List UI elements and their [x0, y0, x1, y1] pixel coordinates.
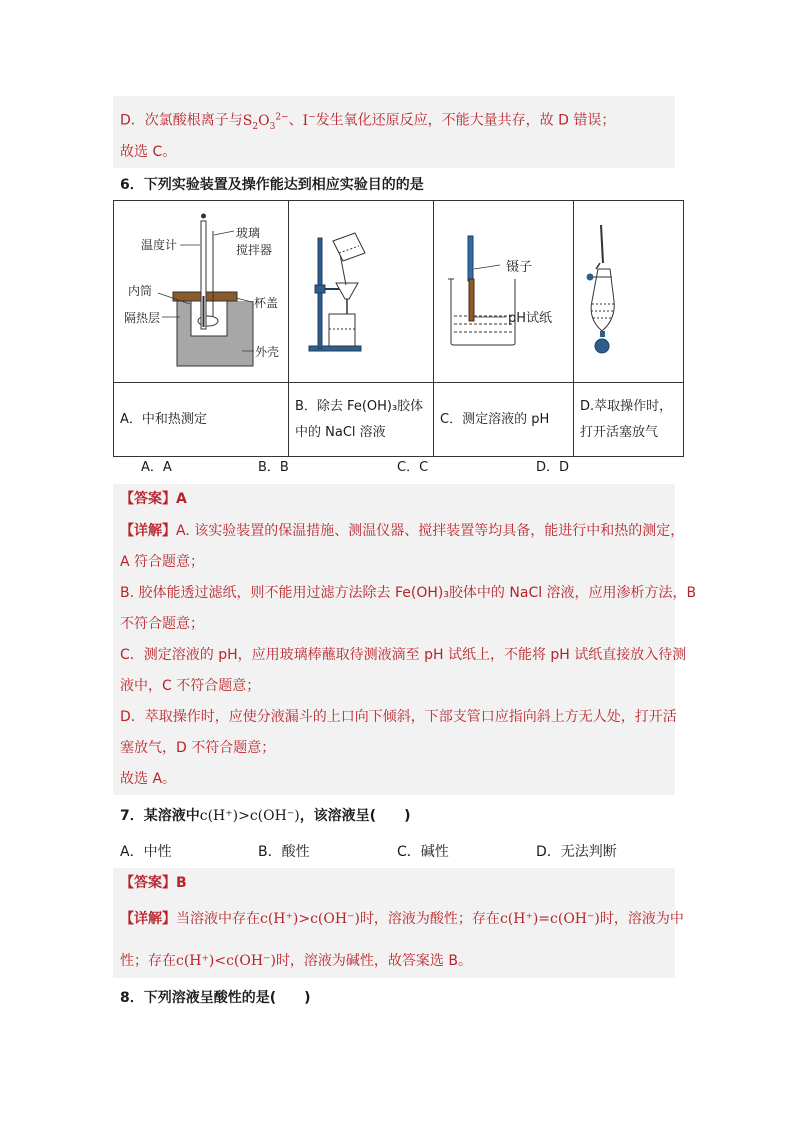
calorimeter-figure	[114, 201, 289, 378]
q6-explanation-3: B. 胶体能透过滤纸，则不能用过滤方法除去 Fe(OH)₃胶体中的 NaCl 溶液，应用渗析方法，B	[120, 585, 697, 601]
insulation-label: 隔热层	[124, 311, 161, 325]
caption-a: A．中和热测定	[114, 383, 289, 457]
caption-b: B．除去 Fe(OH)₃胶体 中的 NaCl 溶液	[289, 383, 434, 457]
iodide-ion: I−	[302, 112, 316, 129]
q7-option-c: C．碱性	[397, 844, 449, 860]
q6-option-b: B．B	[258, 460, 289, 475]
shell-label: 外壳	[255, 345, 280, 359]
caption-d: D.萃取操作时， 打开活塞放气	[574, 383, 684, 457]
prev-conclusion: 故选 C。	[120, 144, 177, 160]
lid-label: 杯盖	[254, 296, 279, 310]
q7-answer: 【答案】B	[120, 875, 187, 891]
q7-title: 7．某溶液中c(H⁺)>c(OH⁻)，该溶液呈( )	[120, 808, 411, 824]
q8-title: 8．下列溶液呈酸性的是( )	[120, 990, 311, 1006]
q6-option-d: D．D	[536, 460, 570, 475]
q7-option-b: B．酸性	[258, 844, 310, 860]
q6-explanation-6: 液中，C 不符合题意；	[120, 678, 261, 694]
figure-a-cell	[114, 201, 289, 383]
prev-option-d-explanation: D．次氯酸根离子与$S_2O_3^{2-}$、I−发生氧化还原反应，不能大量共存，故 D 错误；	[120, 112, 616, 132]
filtration-figure	[289, 201, 434, 378]
tweezers-label: 镊子	[506, 260, 533, 275]
q6-answer: 【答案】A	[120, 491, 187, 507]
q6-explanation-8: 塞放气，D 不符合题意；	[120, 740, 276, 756]
q7-explanation-1: 【详解】当溶液中存在c(H⁺)>c(OH⁻)时，溶液为酸性；存在c(H⁺)=c(OH⁻)时，溶液为中	[120, 911, 684, 927]
separatory-funnel-figure	[574, 201, 684, 378]
figure-c-cell	[434, 201, 574, 383]
q7-expression: c(H⁺)>c(OH⁻)	[199, 808, 300, 824]
thiosulfate-ion: $S_2O_3^{2-}$	[242, 112, 289, 132]
q6-explanation-4: 不符合题意；	[120, 616, 204, 632]
q6-explanation-7: D．萃取操作时，应使分液漏斗的上口向下倾斜，下部支管口应指向斜上方无人处，打开活	[120, 709, 677, 725]
thermometer-label: 温度计	[141, 238, 178, 252]
q6-option-a: A．A	[141, 460, 172, 475]
q6-apparatus-table	[113, 200, 684, 457]
figure-d-cell	[574, 201, 684, 383]
stirrer-label-2: 搅拌器	[236, 243, 273, 257]
q7-explanation-2: 性；存在c(H⁺)<c(OH⁻)时，溶液为碱性，故答案选 B。	[120, 953, 472, 969]
inner-cup-label: 内筒	[128, 284, 153, 298]
ph-paper-label: pH试纸	[508, 311, 553, 326]
stirrer-label-1: 玻璃	[236, 226, 261, 240]
q7-option-a: A．中性	[120, 844, 172, 860]
ph-test-figure	[434, 201, 574, 378]
q6-explanation-9: 故选 A。	[120, 771, 177, 787]
q6-title: 6．下列实验装置及操作能达到相应实验目的的是	[120, 177, 424, 193]
q6-option-c: C．C	[397, 460, 429, 475]
q6-explanation-5: C．测定溶液的 pH，应用玻璃棒蘸取待测液滴至 pH 试纸上，不能将 pH 试纸直接放入待测	[120, 647, 687, 663]
q6-explanation-1: 【详解】A. 该实验装置的保温措施、测温仪器、搅拌装置等均具备，能进行中和热的测定，	[120, 523, 685, 539]
q6-explanation-2: A 符合题意；	[120, 554, 205, 570]
q7-option-d: D．无法判断	[536, 844, 617, 860]
caption-c: C．测定溶液的 pH	[434, 383, 574, 457]
figure-b-cell	[289, 201, 434, 383]
